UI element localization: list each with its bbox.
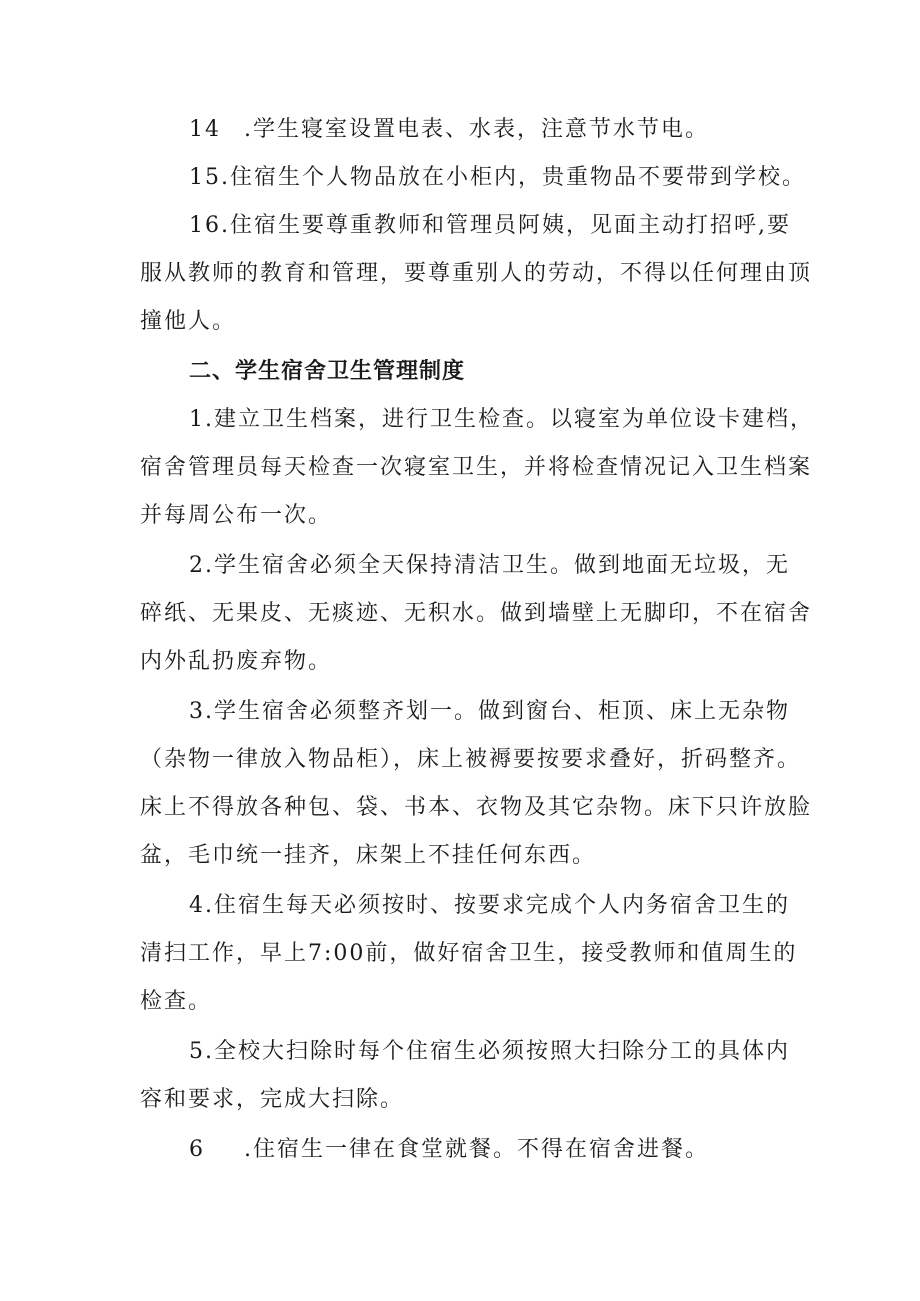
rule-continuation-line: 容和要求，完成大扫除。 [140, 1087, 405, 1112]
rule-item-5 [189, 1036, 790, 1068]
list-item-15 [189, 162, 806, 194]
rule-item-2 [189, 550, 790, 582]
rule-item-4 [189, 890, 790, 922]
item-number: 15 [189, 165, 221, 190]
list-item-16 [189, 210, 791, 242]
item-number: 6 [189, 1137, 205, 1162]
item-number: 14 [189, 117, 221, 142]
item-text: .住宿生一律在食堂就餐。不得在宿舍进餐。 [244, 1137, 709, 1162]
rule-continuation-line: 检查。 [140, 989, 213, 1014]
item-text: .建立卫生档案，进行卫生检查。以寝室为单位设卡建档， [205, 407, 814, 432]
item-number: 2 [189, 553, 205, 578]
item-number: 16 [189, 213, 221, 238]
rule-continuation-line: （杂物一律放入物品柜），床上被褥要按要求叠好，折码整齐。 [140, 747, 802, 772]
list-item-14 [189, 114, 709, 146]
rule-item-3 [189, 696, 790, 728]
rule-continuation-line: 内外乱扔废弃物。 [140, 649, 333, 674]
item-16-continuation-line: 服从教师的教育和管理，要尊重别人的劳动，不得以任何理由顶 [140, 261, 813, 286]
item-text: .学生宿舍必须全天保持清洁卫生。做到地面无垃圾，无 [205, 553, 790, 578]
rule-continuation-line: 床上不得放各种包、袋、书本、衣物及其它杂物。床下只许放脸 [140, 795, 813, 820]
item-16-continuation-line: 撞他人。 [140, 309, 237, 334]
rule-continuation-line: 碎纸、无果皮、无痰迹、无积水。做到墙壁上无脚印，不在宿舍 [140, 601, 813, 626]
rule-item-1 [189, 404, 814, 436]
rule-continuation-line: 清扫工作，早上7:00前，做好宿舍卫生，接受教师和值周生的 [140, 941, 798, 966]
section-heading: 二、学生宿舍卫生管理制度 [189, 359, 466, 384]
item-number: 4 [189, 893, 205, 918]
item-number: 1 [189, 407, 205, 432]
item-number: 5 [189, 1039, 205, 1064]
item-text: .学生宿舍必须整齐划一。做到窗台、柜顶、床上无杂物 [205, 699, 790, 724]
item-text: .住宿生个人物品放在小柜内，贵重物品不要带到学校。 [221, 165, 806, 190]
rule-continuation-line: 盆，毛巾统一挂齐，床架上不挂任何东西。 [140, 843, 597, 868]
rule-item-6 [189, 1134, 709, 1166]
rule-continuation-line: 并每周公布一次。 [140, 503, 333, 528]
item-text: .全校大扫除时每个住宿生必须按照大扫除分工的具体内 [205, 1039, 790, 1064]
rule-continuation-line: 宿舍管理员每天检查一次寝室卫生，并将检查情况记入卫生档案 [140, 455, 813, 480]
item-text: .住宿生要尊重教师和管理员阿姨，见面主动打招呼,要 [221, 213, 791, 238]
item-number: 3 [189, 699, 205, 724]
item-text: .学生寝室设置电表、水表，注意节水节电。 [244, 117, 709, 142]
item-text: .住宿生每天必须按时、按要求完成个人内务宿舍卫生的 [205, 893, 790, 918]
